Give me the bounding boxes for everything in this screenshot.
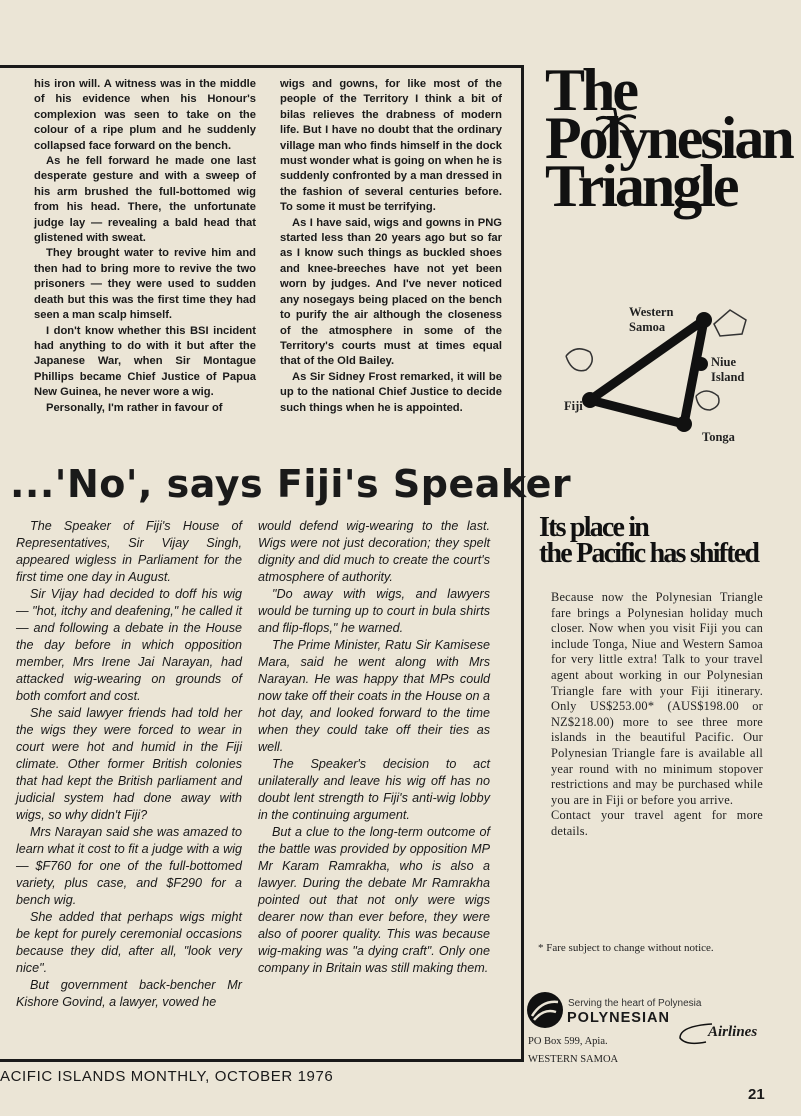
paragraph: I don't know whether this BSI incident had anything to do with it but after the Japanese War, when Sir Montague Phillips became Chief Justice of Papua New Guinea, he never wore a wig. xyxy=(34,324,256,399)
paragraph: wigs and gowns, for like most of the people of the Territory I think a bit of bilas relieves the drabness of modern life. But I have no doubt that the ordinary village man who finds himself in the dock must wonder what is going on when he is suddenly confronted by a man dressed in the fashion of several centuries before. To some it must be terrifying. xyxy=(280,78,502,214)
lower-article-column-2 xyxy=(258,518,490,977)
paragraph: As Sir Sidney Frost remarked, it will be up to the national Chief Justice to decide such things when he is appointed. xyxy=(280,370,502,414)
article-headline: ...'No', says Fiji's Speaker xyxy=(10,462,572,506)
ad-title-line: The xyxy=(545,57,637,123)
map-label-line: Niue xyxy=(711,355,736,369)
palm-tree-icon xyxy=(596,108,636,158)
map-label-tonga: Tonga xyxy=(702,430,735,444)
magazine-footer: ACIFIC ISLANDS MONTHLY, OCTOBER 1976 xyxy=(0,1068,334,1085)
ad-title-line: Triangle xyxy=(545,153,737,219)
paragraph: Personally, I'm rather in favour of xyxy=(46,401,223,414)
lower-article-column-1 xyxy=(16,518,242,1011)
upper-article-column-1 xyxy=(34,77,256,416)
ad-subheading-line: Its place in xyxy=(539,512,649,543)
airline-wordmark: Airlines xyxy=(708,1024,758,1040)
map-label-western-samoa xyxy=(629,305,673,335)
airline-address-country: WESTERN SAMOA xyxy=(528,1054,619,1065)
upper-article-column-2 xyxy=(280,77,502,416)
ad-subheading-line: the Pacific has shifted xyxy=(539,538,759,569)
map-label-niue-island xyxy=(711,355,744,385)
paragraph: Sir Vijay had decided to doff his wig — "hot, itchy and deafening," he called it — and following a debate in the House the day before in which opposition member, Mrs Irene Jai Narayan, had attacked wig-wearing on grounds of both comfort and cost. xyxy=(16,587,242,703)
airline-logo-icon xyxy=(524,990,566,1030)
map-label-line: Western xyxy=(629,305,674,319)
paragraph: The Speaker's decision to act unilaterally and leave his wig off has no doubt lent strength to Fiji's anti-wig lobby in the continuing argument. xyxy=(258,757,490,822)
paragraph: Mrs Narayan said she was amazed to learn what it cost to fit a judge with a wig — $F760 for one of the full-bottomed variety, plus case, and $F290 for a bench wig. xyxy=(16,825,242,907)
paragraph: As I have said, wigs and gowns in PNG started less than 20 years ago but so far as I know such things as buckled shoes and knee-breeches have not yet been worn by judges. And I've never noticed any nosegays being placed on the bench to purify the air although the closeness of the atmosphere in some of the Territory's courts must at times equal that of the Old Bailey. xyxy=(280,216,502,368)
airline-address: PO Box 599, Apia. xyxy=(528,1036,608,1047)
paragraph: But government back-bencher Mr Kishore Govind, a lawyer, vowed he xyxy=(16,978,242,1009)
paragraph: But a clue to the long-term outcome of the battle was provided by opposition MP Mr Karam Ramrakha, who is also a lawyer. During the debate Mr Ramrakha pointed out that not only were wigs dearer now than ever before, they were also of poorer quality. This was because wig-making was "a dying craft". Only one company in Britain was still making them. xyxy=(258,825,490,975)
ad-subheading xyxy=(539,512,759,569)
paragraph: As he fell forward he made one last desperate gesture and with a sweep of his arm brushed the full-bottomed wig from his head. There, the unfortunate judge lay — revealing a bald head that glistened with sweat. xyxy=(34,155,256,245)
paragraph: would defend wig-wearing to the last. Wigs were not just decoration; they spelt dignity and did much to create the court's atmosphere of authority. xyxy=(258,519,490,584)
paragraph: She added that perhaps wigs might be kept for purely ceremonial occasions because they did, after all, "look very nice". xyxy=(16,910,242,975)
airline-brand-name: POLYNESIAN xyxy=(567,1010,670,1026)
ad-paragraph: Because now the Polynesian Triangle fare brings a Polynesian holiday much closer. Now when you visit Fiji you can include Tonga, Niue and Western Samoa for very little extra! Talk to your travel agent about working in our Polynesian Triangle fare with your Fiji itinerary. Only US$253.00* (AUS$198.00 or NZ$218.00) more to see three more islands in the beautiful Pacific. Our Polynesian Triangle fare is available all year round with no minimum stopover restrictions and may be purchased while you are in Fiji or before you arrive. xyxy=(551,590,763,807)
map-label-line: Samoa xyxy=(629,320,666,334)
page-number: 21 xyxy=(748,1086,765,1103)
map-label-fiji: Fiji xyxy=(564,399,583,413)
ad-body-copy xyxy=(551,590,763,840)
swoosh-icon xyxy=(676,1020,716,1046)
map-label-line: Island xyxy=(711,370,745,384)
paragraph: She said lawyer friends had told her the wigs they were forced to wear in court were hot and humid in the Fiji climate. Other former British colonies that had kept the British parliament and judicial system had done away with wigs, so why didn't Fiji? xyxy=(16,706,242,822)
paragraph: The Speaker of Fiji's House of Representatives, Sir Vijay Singh, appeared wigless in Parliament for the first time one day in August. xyxy=(16,519,242,584)
airline-tagline: Serving the heart of Polynesia xyxy=(568,998,702,1009)
ad-title xyxy=(545,57,792,219)
paragraph: They brought water to revive him and then had to bring more to revive the two prisoners — they were used to sudden death but this was the first time they had seen a man scalp himself. xyxy=(34,247,256,322)
paragraph: his iron will. A witness was in the middle of his evidence when his Honour's complexion was seen to take on the colour of a ripe plum and he suddenly collapsed face forward on the bench. xyxy=(34,78,256,152)
ad-footnote: * Fare subject to change without notice. xyxy=(538,942,714,954)
paragraph: The Prime Minister, Ratu Sir Kamisese Mara, said he went along with Mrs Narayan. He was happy that MPs could now take off their coats in the House on a hot day, and looked forward to the time when they could take off their ties as well. xyxy=(258,638,490,754)
paragraph: "Do away with wigs, and lawyers would be turning up to court in bula shirts and flip-flops," he warned. xyxy=(258,587,490,635)
ad-paragraph: Contact your travel agent for more details. xyxy=(551,808,763,838)
ad-title-line: Polynesian xyxy=(545,105,792,171)
